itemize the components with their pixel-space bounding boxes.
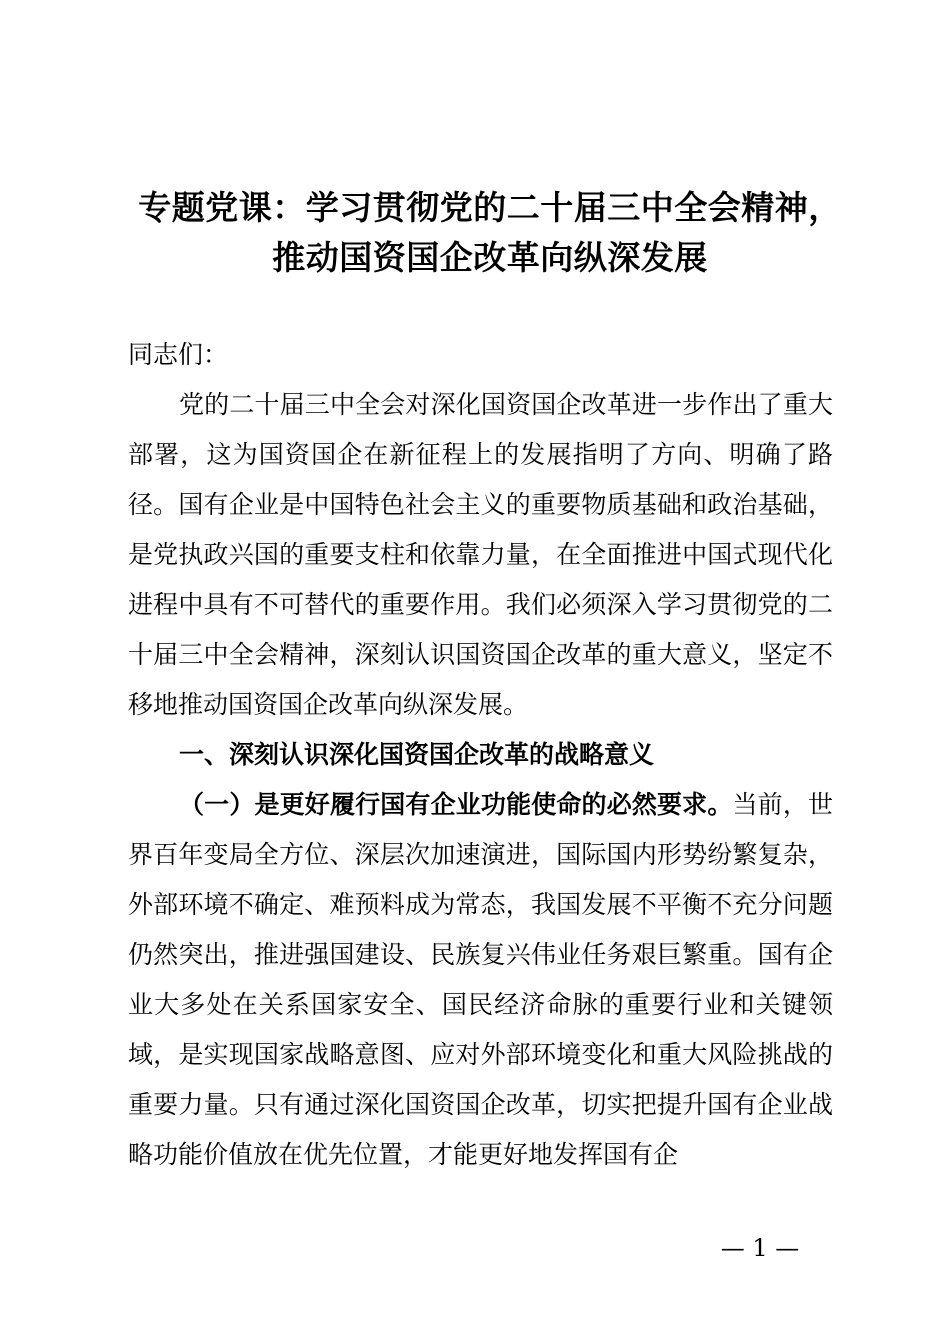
title-line-1: 专题党课：学习贯彻党的二十届三中全会精神， bbox=[138, 188, 842, 227]
document-body bbox=[128, 330, 833, 1180]
document-title bbox=[100, 183, 880, 283]
subsection-heading-1: （一）是更好履行国有企业功能使命的必然要求。 bbox=[179, 790, 733, 819]
paragraph-subsection-1 bbox=[128, 780, 833, 1180]
title-line-2: 推动国资国企改革向纵深发展 bbox=[272, 238, 708, 277]
salutation: 同志们： bbox=[128, 340, 229, 369]
page-number: — 1 — bbox=[720, 1234, 800, 1262]
section-heading-1: 一、深刻认识深化国资国企改革的战略意义 bbox=[179, 740, 655, 769]
subsection-1-body: 当前，世界百年变局全方位、深层次加速演进，国际国内形势纷繁复杂，外部环境不确定、难预料成为常态，我国发展不平衡不充分问题仍然突出，推进强国建设、民族复兴伟业任务艰巨繁重。国有企业大多处在关系国家安全、国民经济命脉的重要行业和关键领域，是实现国家战略意图、应对外部环境变化和重大风险挑战的重要力量。只有通过深化国资国企改革，切实把提升国有企业战略功能价值放在优先位置，才能更好地发挥国有企 bbox=[128, 790, 833, 1169]
paragraph-intro: 党的二十届三中全会对深化国资国企改革进一步作出了重大部署，这为国资国企在新征程上的发展指明了方向、明确了路径。国有企业是中国特色社会主义的重要物质基础和政治基础，是党执政兴国的重要支柱和依靠力量，在全面推进中国式现代化进程中具有不可替代的重要作用。我们必须深入学习贯彻党的二十届三中全会精神，深刻认识国资国企改革的重大意义，坚定不移地推动国资国企改革向纵深发展。 bbox=[128, 390, 833, 719]
